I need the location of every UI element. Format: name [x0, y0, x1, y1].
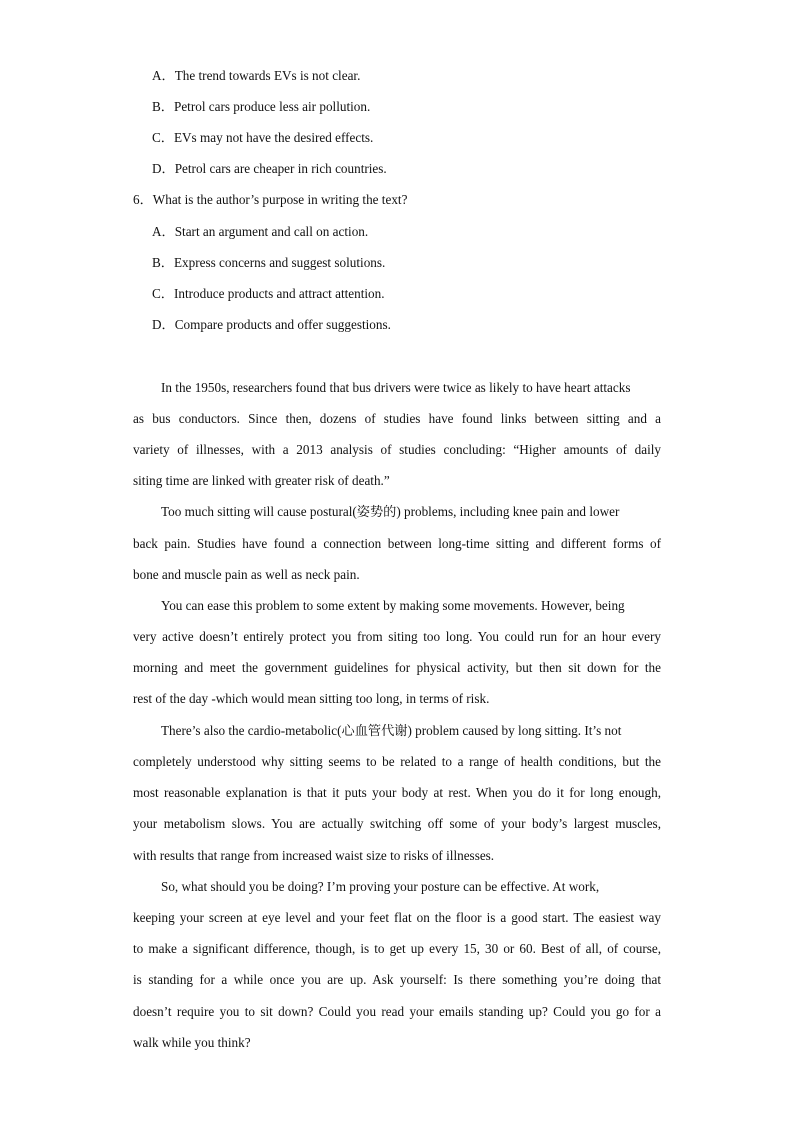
passage-line: variety of illnesses, with a 2013 analysis of studies concluding: “Higher amounts of daily: [133, 442, 661, 457]
passage-line: Too much sitting will cause postural(姿势的) problems, including knee pain and lower: [161, 504, 620, 519]
passage-line: back pain. Studies have found a connection between long-time sitting and different forms of: [133, 536, 661, 551]
passage-line: You can ease this problem to some extent by making some movements. However, being: [161, 598, 625, 613]
passage-line: most reasonable explanation is that it puts your body at rest. When you do it for long enough,: [133, 785, 661, 800]
passage-line: your metabolism slows. You are actually switching off some of your body’s largest muscles,: [133, 816, 661, 831]
q5-option-b: B．Petrol cars produce less air pollution.: [152, 99, 371, 114]
passage-line: So, what should you be doing? I’m proving your posture can be effective. At work,: [161, 879, 600, 894]
q5-option-a: A．The trend towards EVs is not clear.: [152, 68, 361, 83]
passage-line: siting time are linked with greater risk of death.”: [133, 473, 390, 488]
passage-line: with results that range from increased waist size to risks of illnesses.: [133, 848, 495, 863]
passage-line: bone and muscle pain as well as neck pain.: [133, 567, 360, 582]
passage-line: walk while you think?: [133, 1035, 251, 1050]
q5-option-c: C．EVs may not have the desired effects.: [152, 130, 374, 145]
passage-line: completely understood why sitting seems to be related to a range of health conditions, but the: [133, 754, 661, 769]
passage-line: is standing for a while once you are up. Ask yourself: Is there something you’re doing that: [133, 972, 661, 987]
q6-question: 6．What is the author’s purpose in writing the text?: [133, 192, 408, 207]
passage-line: to make a significant difference, though, is to get up every 15, 30 or 60. Best of all, of course,: [133, 941, 661, 956]
q6-option-c: C．Introduce products and attract attention.: [152, 286, 385, 301]
q6-option-d: D．Compare products and offer suggestions.: [152, 317, 391, 332]
passage-line: morning and meet the government guidelines for physical activity, but then sit down for the: [133, 660, 661, 675]
passage-line: as bus conductors. Since then, dozens of studies have found links between sitting and a: [133, 411, 661, 426]
passage-line: keeping your screen at eye level and your feet flat on the floor is a good start. The easiest way: [133, 910, 661, 925]
passage-line: In the 1950s, researchers found that bus drivers were twice as likely to have heart attacks: [161, 380, 631, 395]
passage-line: There’s also the cardio-metabolic(心血管代谢) problem caused by long sitting. It’s not: [161, 723, 622, 738]
q5-option-d: D．Petrol cars are cheaper in rich countries.: [152, 161, 387, 176]
q6-option-b: B．Express concerns and suggest solutions.: [152, 255, 386, 270]
q6-option-a: A．Start an argument and call on action.: [152, 224, 369, 239]
passage-line: rest of the day -which would mean sitting too long, in terms of risk.: [133, 691, 490, 706]
passage-line: doesn’t require you to sit down? Could you read your emails standing up? Could you go for a: [133, 1004, 661, 1019]
passage-line: very active doesn’t entirely protect you from siting too long. You could run for an hour every: [133, 629, 661, 644]
